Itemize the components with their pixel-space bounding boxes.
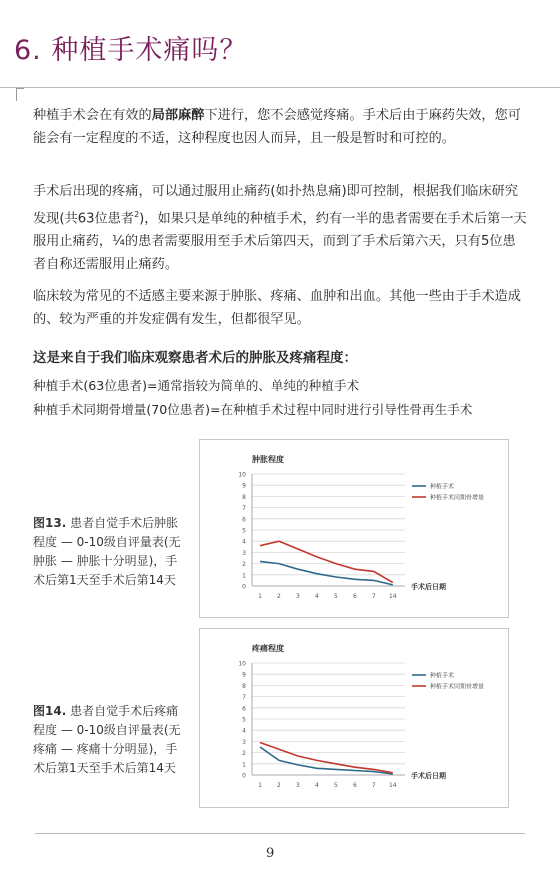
- swelling-chart: [200, 440, 508, 617]
- page-number: 9: [266, 846, 275, 861]
- pain-chart: [200, 629, 508, 807]
- x-tick-label: 1: [258, 593, 262, 600]
- y-tick-label: 4: [242, 538, 246, 546]
- figure-13-text: 患者自觉手术后肿胀程度 — 0-10级自评量表(无肿胀 — 肿胀十分明显)，手术后第1天至手术后第14天: [33, 516, 181, 587]
- x-tick-label: 7: [371, 593, 376, 600]
- footer-divider: [35, 833, 525, 834]
- y-tick-label: 8: [242, 493, 246, 501]
- x-tick-label: 1: [258, 782, 262, 789]
- x-tick-label: 5: [333, 593, 338, 600]
- figure-13-caption: [33, 514, 183, 590]
- x-tick-label: 6: [352, 593, 357, 600]
- p1-pre: 种植手术会在有效的: [33, 108, 152, 123]
- figure-14-caption: [33, 702, 183, 778]
- y-tick-label: 6: [242, 516, 246, 524]
- figure-14-text: 患者自觉手术后疼痛程度 — 0-10级自评量表(无疼痛 — 疼痛十分明显)，手术后第1天至手术后第14天: [33, 704, 181, 775]
- p2-post: )，如果只是单纯的种植手术，约有一半的患者需要在手术后第一天服用止痛药，¼的患者需要服用至手术后第四天，而到了手术后第六天，只有5位患者自称还需服用止痛药。: [33, 211, 527, 273]
- definition-implant: 种植手术(63位患者)=通常指较为简单的、单纯的种植手术: [33, 378, 360, 393]
- observation-title: 这是来自于我们临床观察患者术后的肿胀及疼痛程度：: [33, 350, 357, 366]
- y-tick-label: 2: [242, 561, 246, 569]
- paragraph-anesthesia: [33, 104, 528, 150]
- x-tick-label: 6: [352, 782, 357, 789]
- legend-label-1: 种植手术: [430, 672, 455, 680]
- chart-title: 肿胀程度: [252, 455, 284, 464]
- x-tick-label: 2: [277, 593, 281, 600]
- y-tick-label: 3: [242, 549, 246, 557]
- y-tick-label: 7: [242, 694, 246, 702]
- y-tick-label: 0: [242, 772, 246, 780]
- x-axis-label: 手术后日期: [411, 772, 446, 780]
- y-tick-label: 6: [242, 705, 246, 713]
- paragraph-complications: 临床较为常见的不适感主要来源于肿胀、疼痛、血肿和出血。其他一些由于手术造成的、较为严重的并发症偶有发生，但都很罕见。: [33, 289, 521, 327]
- x-tick-label: 4: [315, 593, 319, 600]
- y-tick-label: 10: [238, 660, 246, 668]
- x-tick-label: 3: [296, 593, 300, 600]
- y-tick-label: 5: [242, 716, 246, 724]
- corner-bracket: [16, 88, 24, 101]
- legend-label-2: 种植手术同期骨增量: [430, 683, 485, 691]
- heading-divider: [0, 87, 560, 88]
- y-tick-label: 3: [242, 738, 246, 746]
- y-tick-label: 4: [242, 727, 246, 735]
- y-tick-label: 1: [242, 572, 246, 580]
- x-tick-label: 7: [371, 782, 376, 789]
- pain-chart-panel: [199, 628, 509, 808]
- y-tick-label: 5: [242, 527, 246, 535]
- y-tick-label: 9: [242, 482, 246, 490]
- x-tick-label: 3: [296, 782, 300, 789]
- y-tick-label: 1: [242, 761, 246, 769]
- paragraph-painkillers: [33, 180, 528, 276]
- legend-label-1: 种植手术: [430, 483, 455, 491]
- figure-14-number: 图14.: [33, 704, 67, 718]
- y-tick-label: 2: [242, 750, 246, 758]
- x-tick-label: 14: [388, 782, 397, 789]
- definition-bone-augmentation: 种植手术同期骨增量(70位患者)=在种植手术过程中同时进行引导性骨再生手术: [33, 402, 473, 417]
- p2-footnote: 2: [134, 210, 140, 219]
- x-tick-label: 5: [333, 782, 338, 789]
- y-tick-label: 0: [242, 583, 246, 591]
- p2-pre: 手术后出现的疼痛，可以通过服用止痛药(如扑热息痛)即可控制，根据我们临床研究发现(共63位患者: [33, 184, 519, 227]
- y-tick-label: 10: [238, 471, 246, 479]
- x-tick-label: 14: [388, 593, 397, 600]
- x-tick-label: 4: [315, 782, 319, 789]
- swelling-chart-panel: [199, 439, 509, 618]
- legend-label-2: 种植手术同期骨增量: [430, 494, 485, 502]
- y-tick-label: 7: [242, 505, 246, 513]
- p1-post: 下进行，您不会感觉疼痛。手术后由于麻药失效，您可能会有一定程度的不适，这种程度也因人而异，且一般是暂时和可控的。: [33, 108, 521, 146]
- series-line-1: [260, 561, 393, 585]
- section-heading: 6. 种植手术痛吗？: [14, 35, 248, 66]
- y-tick-label: 9: [242, 671, 246, 679]
- x-tick-label: 2: [277, 782, 281, 789]
- x-axis-label: 手术后日期: [411, 583, 446, 591]
- figure-13-number: 图13.: [33, 516, 67, 530]
- series-line-2: [260, 541, 393, 582]
- p1-bold: 局部麻醉: [151, 108, 205, 123]
- y-tick-label: 8: [242, 682, 246, 690]
- chart-title: 疼痛程度: [252, 644, 284, 653]
